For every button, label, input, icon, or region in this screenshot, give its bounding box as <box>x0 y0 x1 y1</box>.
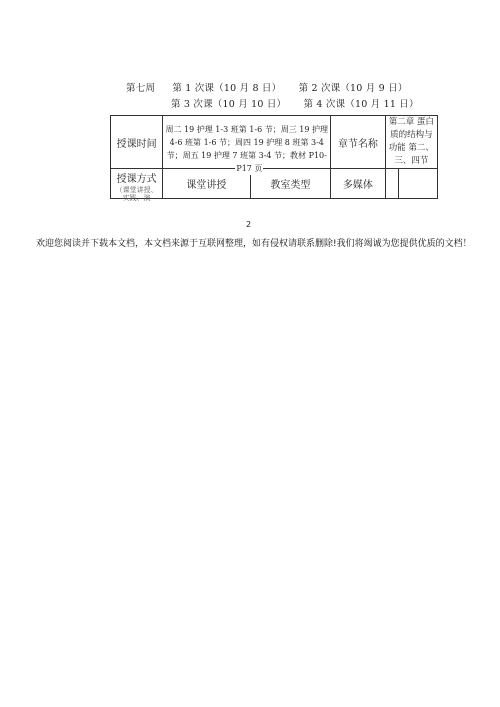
week-line <box>126 80 408 94</box>
chapter-label: 章节名称 <box>331 116 385 169</box>
page-number: 2 <box>246 220 252 229</box>
schedule-row-2 <box>111 169 438 199</box>
room-value: 多媒体 <box>331 169 385 199</box>
time-line-1: 周二 19 护理 1-3 班第 1-6 节；周三 19 护理 <box>165 124 328 134</box>
lesson-3: 第 3 次课（10 月 10 日） <box>171 99 287 110</box>
lesson-4: 第 4 次课（10 月 11 日） <box>303 99 419 110</box>
lesson-line-2 <box>171 96 419 110</box>
time-line-3: 节；周五 19 护理 7 班第 3-4 节；教材 P10- <box>166 150 327 160</box>
schedule-table <box>110 115 438 202</box>
room-label: 教室类型 <box>250 169 331 199</box>
mode-label-cell <box>111 169 163 202</box>
chapter-name: 第二章 蛋白质的结构与功能 第二、三、四节 <box>385 116 437 169</box>
lesson-1: 第 1 次课（10 月 8 日） <box>172 83 282 94</box>
schedule-row-1 <box>111 116 438 169</box>
blank-cell-2 <box>398 169 437 199</box>
mode-label: 授课方式 <box>116 173 157 185</box>
footer-note: 欢迎您阅读并下载本文档，本文档来源于互联网整理，如有侵权请联系删除!我们将竭诚为您提供优质的文档！ <box>36 239 472 249</box>
mode-value: 课堂讲授 <box>163 169 250 199</box>
mode-sub: （课堂讲授、实践、演 <box>115 185 158 202</box>
blank-cell-1 <box>385 169 398 199</box>
week-label: 第七周 <box>126 83 156 94</box>
time-line-2: 4-6 班第 1-6 节；周四 19 护理 8 班第 3-4 <box>169 137 324 147</box>
lesson-2: 第 2 次课（10 月 9 日） <box>298 83 408 94</box>
time-label: 授课时间 <box>111 116 163 169</box>
time-overflow: P17 页 <box>236 164 263 173</box>
time-details <box>163 116 331 173</box>
